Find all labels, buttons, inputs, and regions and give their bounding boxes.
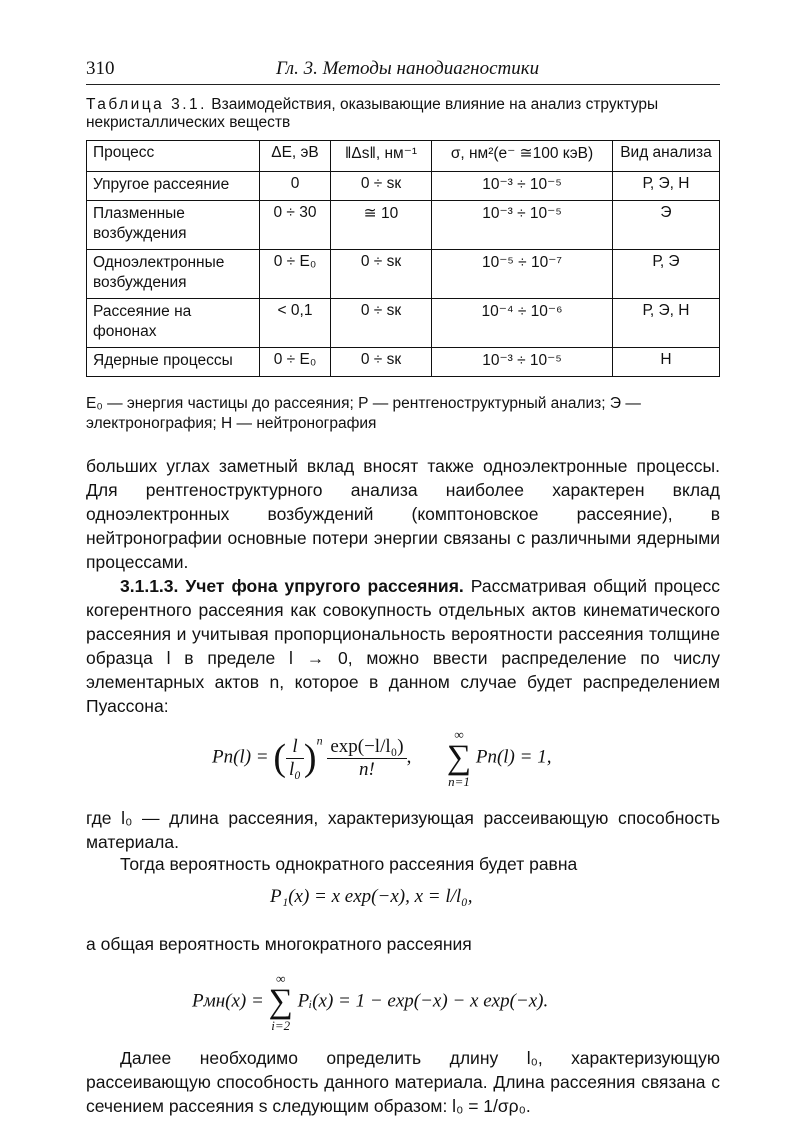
interactions-table — [86, 140, 720, 377]
table-cell: 10⁻⁴ ÷ 10⁻⁶ — [432, 299, 613, 348]
formula-text: ∞ — [276, 971, 286, 986]
table-header-cell: Процесс — [87, 141, 260, 172]
table-caption-label: Таблица 3.1. — [86, 96, 207, 113]
formula-text: n=1 — [448, 774, 470, 789]
table-cell: < 0,1 — [260, 299, 331, 348]
formula-fraction — [327, 736, 406, 781]
table-row — [87, 299, 720, 348]
formula-text: Pn(l) = — [212, 746, 269, 768]
table-header-cell: ΔE, эВ — [260, 141, 331, 172]
table-cell: 0 ÷ 30 — [260, 201, 331, 250]
formula-text: n — [316, 733, 323, 748]
table-cell: Р, Э — [613, 250, 720, 299]
running-title: Гл. 3. Методы нанодиагностики — [276, 58, 540, 79]
table-cell: 0 ÷ E₀ — [260, 348, 331, 377]
table-cell: Н — [613, 348, 720, 377]
formula-text: l₀ — [289, 758, 301, 780]
formula-paren: ) — [303, 737, 317, 779]
table-cell: ≅ 10 — [331, 201, 432, 250]
formula-text: n! — [359, 758, 375, 780]
table-row — [87, 201, 720, 250]
table-row — [87, 250, 720, 299]
table-caption-text: Взаимодействия, оказывающие влияние на анализ структуры некристаллических веществ — [86, 96, 659, 131]
formula-poisson: Pn(l) = ( $\frac{l}{\text{l₀}}$ )$^n$ $\frac{\text{exp(−l/l₀)}}{n!}$ , ∞ ∑ n=1 Pn(l) = 1, — [212, 727, 552, 789]
table-cell: Одноэлектронные возбуждения — [87, 250, 260, 299]
paragraph-text: Рассматривая общий процесс когерентного рассеяния как совокупность отдельных актов кинематического рассеяния и учитывая пропорциональность вероятности рассеяния толщине образца l в пределе l → 0, можно ввести распределение по числу элементарных актов n, которое в данном случае будет распределением Пуассона: — [86, 576, 720, 716]
formula-multiple-scattering — [192, 972, 548, 1032]
table-header-row — [87, 141, 720, 172]
formula-text: Pn(l) = 1, — [475, 746, 552, 768]
table-cell: Рассеяние на фононах — [87, 299, 260, 348]
table-caption — [86, 96, 720, 132]
paragraph — [86, 574, 720, 718]
table-cell: Ядерные процессы — [87, 348, 260, 377]
formula-text: l — [286, 736, 304, 759]
formula-fraction — [286, 736, 304, 781]
table-cell: 0 ÷ sк — [331, 348, 432, 377]
sigma-symbol: ∑ — [268, 983, 293, 1020]
formula-text: i=2 — [271, 1018, 291, 1033]
table-note: E₀ — энергия частицы до рассеяния; Р — рентгеноструктурный анализ; Э — электронография; Н — нейтронография — [86, 395, 641, 432]
section-heading: 3.1.1.3. Учет фона упругого рассеяния. — [120, 576, 464, 596]
formula-text: Pмн(x) = — [192, 990, 264, 1012]
formula-text: Pᵢ(x) = 1 − exp(−x) − x exp(−x). — [297, 990, 549, 1012]
page-number: 310 — [86, 58, 115, 79]
formula-single-scattering — [270, 886, 473, 908]
sigma-symbol: ∑ — [446, 739, 472, 776]
table-cell: 10⁻³ ÷ 10⁻⁵ — [432, 172, 613, 201]
table-cell: 0 — [260, 172, 331, 201]
paragraph: больших углах заметный вклад вносят также одноэлектронные процессы. Для рентгеноструктурного анализа наиболее характерен вклад одноэлектронных возбуждений (комптоновское рассеяние), в нейтронографии основные потери энергии связаны с различными ядерными процессами. — [86, 456, 720, 572]
formula-text: ∞ — [454, 727, 464, 742]
table-cell: Плазменные возбуждения — [87, 201, 260, 250]
table-header-cell: Вид анализа — [613, 141, 720, 172]
table-cell: Р, Э, Н — [613, 299, 720, 348]
table-header-cell: ‖Δs‖, нм⁻¹ — [331, 141, 432, 172]
table-cell: 0 ÷ sк — [331, 250, 432, 299]
table-cell: Р, Э, Н — [613, 172, 720, 201]
formula-sum — [269, 972, 293, 1032]
paragraph: а общая вероятность многократного рассеяния — [86, 934, 472, 954]
header-rule — [86, 84, 720, 85]
paragraph: Тогда вероятность однократного рассеяния будет равна — [120, 854, 578, 874]
table-cell: 10⁻³ ÷ 10⁻⁵ — [432, 348, 613, 377]
table-row — [87, 348, 720, 377]
table-cell: Упругое рассеяние — [87, 172, 260, 201]
table-cell: 0 ÷ E₀ — [260, 250, 331, 299]
page-header — [86, 58, 720, 82]
table-row — [87, 172, 720, 201]
formula-text: P₁(x) = x exp(−x), x = l/l₀, — [270, 886, 473, 907]
paragraph: где l₀ — длина рассеяния, характеризующая рассеивающую способность материала. — [86, 808, 720, 852]
table-cell: 10⁻⁵ ÷ 10⁻⁷ — [432, 250, 613, 299]
formula-paren: ( — [273, 737, 287, 779]
table-cell: 0 ÷ sк — [331, 172, 432, 201]
table-header-cell: σ, нм²(e⁻ ≅100 кэВ) — [432, 141, 613, 172]
table-cell: Э — [613, 201, 720, 250]
formula-sum — [447, 728, 471, 788]
paragraph: Далее необходимо определить длину l₀, характеризующую рассеивающую способность данного материала. Длина рассеяния связана с сечением рассеяния s следующим образом: l₀ = 1/σρ₀. — [86, 1048, 720, 1116]
table-cell: 10⁻³ ÷ 10⁻⁵ — [432, 201, 613, 250]
formula-text: exp(−l/l₀) — [327, 736, 406, 759]
table-cell: 0 ÷ sк — [331, 299, 432, 348]
